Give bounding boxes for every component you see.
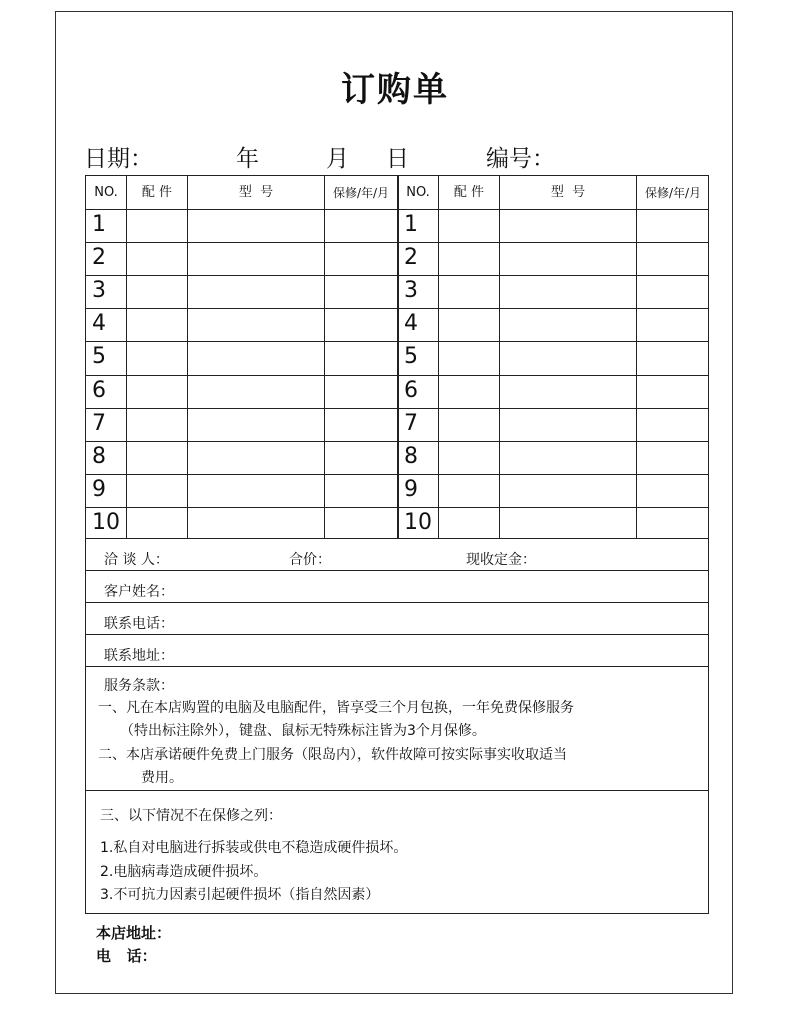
row-number-right: 10 [404, 509, 432, 535]
col-header-warranty-right: 保修/年/月 [644, 186, 702, 200]
col-header-part: 配 件 [141, 185, 173, 200]
deposit-label: 现收定金： [466, 552, 536, 568]
row-number-left: 5 [92, 344, 106, 370]
customer-info-block [85, 538, 709, 667]
row-number-left: 8 [92, 443, 106, 469]
row-number-right: 3 [404, 278, 418, 304]
row-number-left: 4 [92, 311, 106, 337]
row-number-left: 6 [92, 377, 106, 403]
order-items-table [85, 175, 709, 539]
store-address-label: 本店地址： [96, 924, 172, 942]
col-header-part-right: 配 件 [453, 185, 485, 200]
row-number-right: 9 [404, 476, 418, 502]
row-number-left: 3 [92, 278, 106, 304]
col-header-warranty: 保修/年/月 [332, 186, 390, 200]
terms-heading: 服务条款： [104, 678, 174, 694]
year-label: 年 [236, 146, 259, 172]
col-header-no: NO. [94, 185, 118, 200]
terms-item2-line2: 费用。 [141, 770, 183, 786]
row-number-left: 2 [92, 245, 106, 271]
row-number-left: 7 [92, 410, 106, 436]
customer-name-label: 客户姓名： [104, 584, 174, 600]
row-number-right: 6 [404, 377, 418, 403]
exclusions-heading: 三、以下情况不在保修之列： [100, 808, 282, 824]
negotiator-label: 洽 谈 人： [104, 552, 169, 568]
row-number-right: 1 [404, 212, 418, 237]
row-number-right: 5 [404, 344, 418, 370]
col-header-model: 型 号 [238, 185, 274, 200]
col-header-no-right: NO. [406, 185, 430, 200]
store-phone-label: 电 话： [96, 947, 157, 965]
day-label: 日 [386, 146, 409, 172]
service-terms-block [85, 666, 709, 791]
row-number-left: 1 [92, 212, 106, 237]
warranty-exclusions-block [85, 790, 709, 914]
total-price-label: 合价： [289, 552, 331, 568]
exclusion-item-1: 1.私自对电脑进行拆装或供电不稳造成硬件损坏。 [100, 840, 408, 856]
contact-phone-label: 联系电话： [104, 616, 174, 632]
row-number-right: 8 [404, 443, 418, 469]
terms-item2-line1: 二、本店承诺硬件免费上门服务（限岛内），软件故障可按实际事实收取适当 [98, 747, 567, 763]
month-label: 月 [326, 146, 349, 172]
terms-item1-line2: （特出标注除外），键盘、鼠标无特殊标注皆为3个月保修。 [120, 723, 486, 739]
col-header-model-right: 型 号 [550, 185, 586, 200]
exclusion-item-3: 3.不可抗力因素引起硬件损坏（指自然因素） [100, 887, 380, 903]
form-title: 订购单 [341, 70, 449, 110]
date-label: 日期： [84, 146, 153, 172]
row-number-left: 10 [92, 509, 120, 535]
contact-address-label: 联系地址： [104, 648, 174, 664]
row-number-right: 7 [404, 410, 418, 436]
row-number-right: 4 [404, 311, 418, 337]
exclusion-item-2: 2.电脑病毒造成硬件损坏。 [100, 864, 268, 880]
row-number-left: 9 [92, 476, 106, 502]
row-number-right: 2 [404, 245, 418, 271]
terms-item1-line1: 一、凡在本店购置的电脑及电脑配件，皆享受三个月包换，一年免费保修服务 [98, 700, 574, 716]
serial-number-label: 编号： [486, 146, 555, 172]
